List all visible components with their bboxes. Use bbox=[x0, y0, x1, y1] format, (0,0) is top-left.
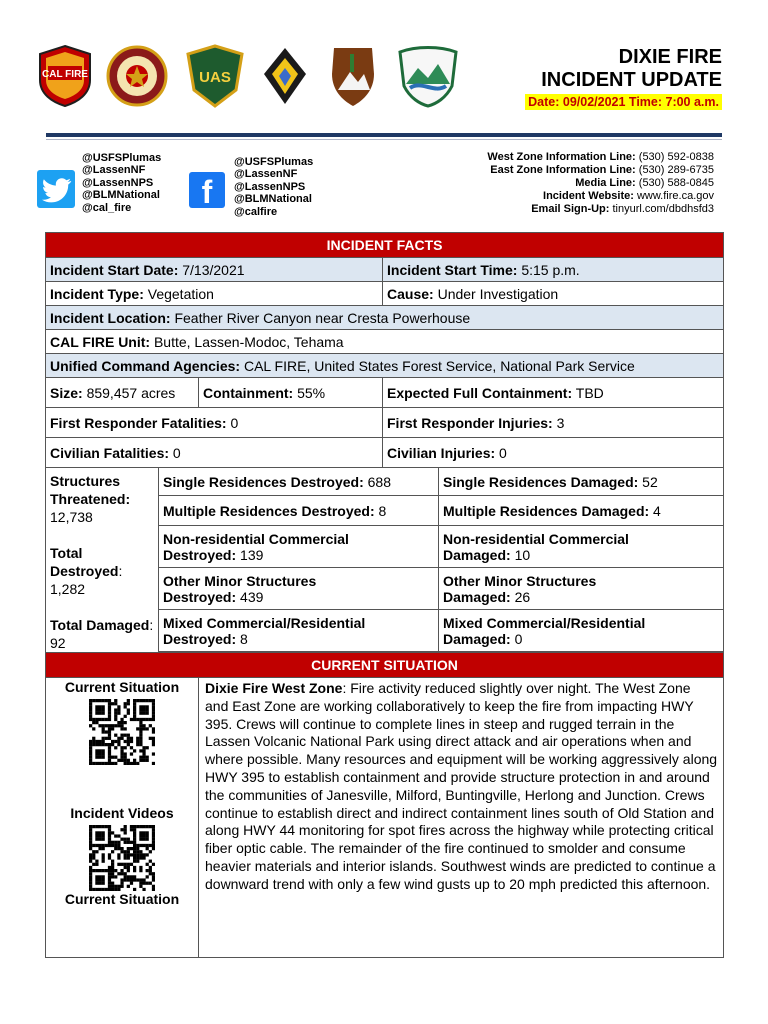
structures-threatened: Structures Threatened: 12,738 bbox=[50, 473, 131, 525]
qr-label-current-situation-2: Current Situation bbox=[64, 891, 180, 907]
qr-code-panel bbox=[46, 678, 199, 958]
cal-fire-logo bbox=[36, 44, 94, 108]
expected-full-containment: Expected Full Containment: TBD bbox=[383, 378, 724, 408]
qr-code[interactable] bbox=[89, 699, 155, 765]
civilian-injuries: Civilian Injuries: 0 bbox=[383, 438, 724, 468]
facebook-handles bbox=[234, 156, 313, 218]
zone-label: Dixie Fire West Zone bbox=[205, 680, 343, 696]
facebook-handle[interactable]: @calfire bbox=[234, 205, 278, 218]
situation-text bbox=[199, 678, 724, 958]
media-line: Media Line: (530) 588-0845 bbox=[575, 177, 714, 189]
facebook-handle[interactable]: @USFSPlumas bbox=[234, 156, 314, 168]
california-national-guard-seal bbox=[106, 44, 168, 108]
incident-cause: Cause: Under Investigation bbox=[383, 282, 724, 306]
header-rule-shadow bbox=[46, 139, 722, 140]
single-residences-destroyed: Single Residences Destroyed: 688 bbox=[159, 468, 439, 496]
other-minor-structures-damaged: Other Minor Structures Damaged: 26 bbox=[439, 568, 724, 610]
bureau-of-land-management-logo bbox=[396, 44, 460, 108]
other-minor-structures-destroyed: Other Minor Structures Destroyed: 439 bbox=[159, 568, 439, 610]
mixed-commercial-residential-damaged: Mixed Commercial/Residential Damaged: 0 bbox=[439, 610, 724, 652]
email-signup[interactable]: Email Sign-Up: tinyurl.com/dbdhsfd3 bbox=[531, 203, 714, 215]
facebook-handle[interactable]: @LassenNF bbox=[234, 168, 298, 181]
west-zone-line: West Zone Information Line: (530) 592-0838 bbox=[487, 151, 714, 163]
qr-code[interactable] bbox=[89, 825, 155, 891]
total-damaged: Total Damaged: 92 bbox=[50, 617, 154, 651]
first-responder-injuries: First Responder Injuries: 3 bbox=[383, 408, 724, 438]
containment: Containment: 55% bbox=[199, 378, 383, 408]
non-residential-commercial-destroyed: Non-residential Commercial Destroyed: 139 bbox=[159, 526, 439, 568]
incident-type: Incident Type: Vegetation bbox=[46, 282, 383, 306]
date-time-line: Date: 09/02/2021 Time: 7:00 a.m. bbox=[525, 94, 722, 110]
multiple-residences-damaged: Multiple Residences Damaged: 4 bbox=[439, 496, 724, 526]
fire-agency-logo bbox=[262, 44, 308, 108]
first-responder-fatalities: First Responder Fatalities: 0 bbox=[46, 408, 383, 438]
cal-fire-unit: CAL FIRE Unit: Butte, Lassen-Modoc, Tehama bbox=[46, 330, 724, 354]
qr-label-current-situation: Current Situation bbox=[64, 679, 180, 695]
qr-label-incident-videos: Incident Videos bbox=[70, 805, 174, 821]
incident-facts-table bbox=[45, 232, 724, 958]
multiple-residences-destroyed: Multiple Residences Destroyed: 8 bbox=[159, 496, 439, 526]
twitter-handle[interactable]: @LassenNF bbox=[82, 164, 146, 177]
national-park-service-logo bbox=[328, 44, 378, 108]
total-destroyed: Total Destroyed: 1,282 bbox=[50, 545, 123, 597]
structures-summary bbox=[46, 468, 159, 653]
agency-logos bbox=[36, 44, 476, 114]
us-forest-service-logo bbox=[186, 44, 244, 108]
twitter-handle[interactable]: @USFSPlumas bbox=[82, 152, 162, 164]
document-title-block bbox=[525, 46, 722, 111]
situation-body: : Fire activity reduced slightly over night. The West Zone and East Zone are working collaboratively to keep the fire from impacting HWY 395. Crews will continue to complete lines in steep and rugged terrain in the Lassen Volcanic National Park using direct attack and air operations when and where possible. Many resources and equipment will be working aggressively along HWY 395 to establish containment and provide structure protection in and around the communities of Janesville, Milford, Buntingville, Herlong and Junction. Crews continue to establish direct and indirect containment lines south of Old Station and along HWY 44 monitoring for spot fires across the highway while protecting critical fiber optic cable. The remainder of the fire continued to smolder and consume heavier materials and interior islands. Southwest winds are predicted to continue a downward trend with only a few wind gusts up to 20 mph predicted this afternoon. bbox=[205, 680, 718, 892]
title-line-1: DIXIE FIRE bbox=[618, 46, 722, 68]
incident-location: Incident Location: Feather River Canyon near Cresta Powerhouse bbox=[46, 306, 724, 330]
mixed-commercial-residential-destroyed: Mixed Commercial/Residential Destroyed: 8 bbox=[159, 610, 439, 652]
unified-command-agencies: Unified Command Agencies: CAL FIRE, United States Forest Service, National Park Service bbox=[46, 354, 724, 378]
incident-start-date: Incident Start Date: 7/13/2021 bbox=[46, 258, 383, 282]
twitter-handles bbox=[82, 152, 161, 214]
non-residential-commercial-damaged: Non-residential Commercial Damaged: 10 bbox=[439, 526, 724, 568]
current-situation-header: CURRENT SITUATION bbox=[46, 653, 724, 678]
svg-text:UAS: UAS bbox=[199, 69, 231, 86]
twitter-icon[interactable] bbox=[37, 170, 75, 208]
facebook-icon[interactable]: f bbox=[189, 172, 225, 208]
single-residences-damaged: Single Residences Damaged: 52 bbox=[439, 468, 724, 496]
facebook-handle[interactable]: @BLMNational bbox=[234, 193, 312, 206]
twitter-handle[interactable]: @BLMNational bbox=[82, 189, 160, 202]
facebook-handle[interactable]: @LassenNPS bbox=[234, 180, 306, 193]
civilian-fatalities: Civilian Fatalities: 0 bbox=[46, 438, 383, 468]
incident-start-time: Incident Start Time: 5:15 p.m. bbox=[383, 258, 724, 282]
east-zone-line: East Zone Information Line: (530) 289-6735 bbox=[490, 164, 714, 176]
incident-website[interactable]: Incident Website: www.fire.ca.gov bbox=[543, 190, 714, 202]
svg-text:CAL FIRE: CAL FIRE bbox=[42, 69, 88, 80]
contact-info bbox=[487, 151, 714, 216]
header-rule bbox=[46, 133, 722, 137]
twitter-handle[interactable]: @cal_fire bbox=[82, 201, 132, 214]
fire-size: Size: 859,457 acres bbox=[46, 378, 199, 408]
title-line-2: INCIDENT UPDATE bbox=[541, 69, 722, 91]
incident-facts-header: INCIDENT FACTS bbox=[46, 233, 724, 258]
twitter-handle[interactable]: @LassenNPS bbox=[82, 176, 154, 189]
